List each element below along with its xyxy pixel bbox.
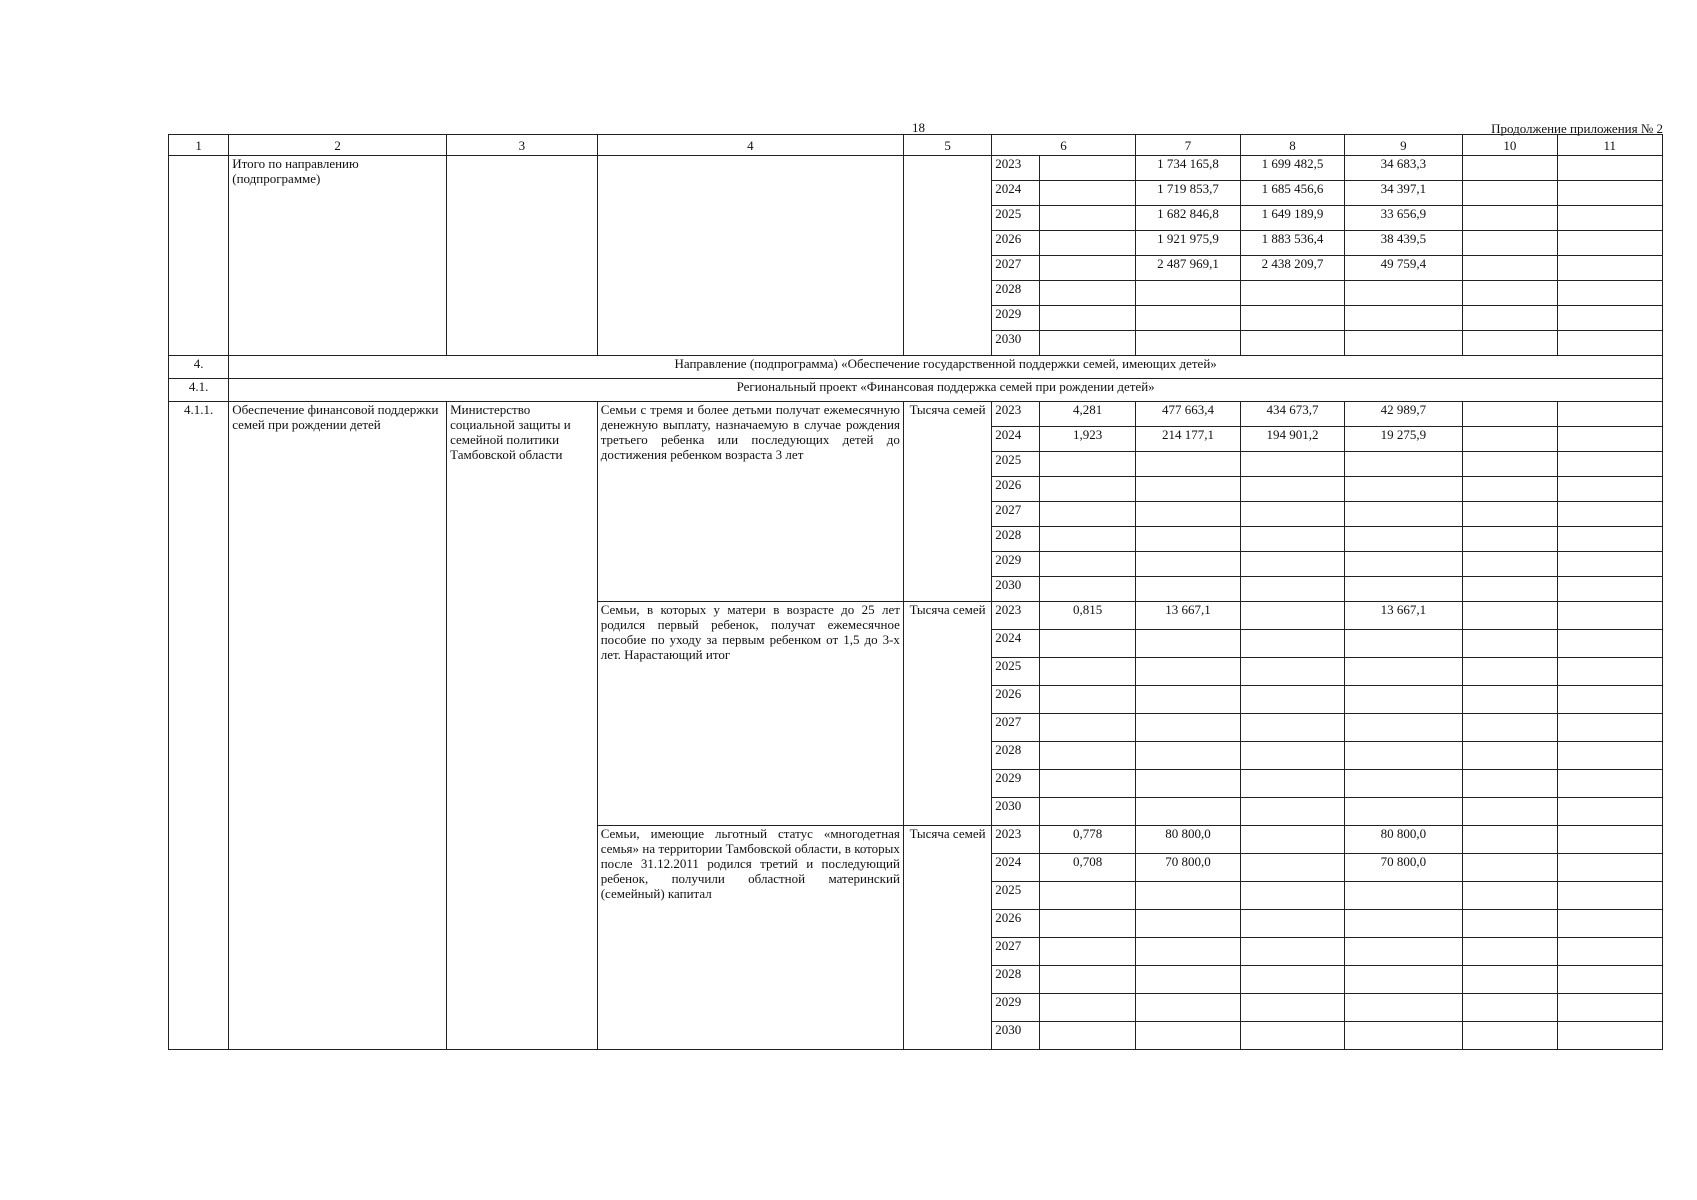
federal-budget-cell [1241,742,1344,770]
unit-cell [903,156,991,356]
year-cell: 2029 [992,552,1040,577]
regional-budget-cell [1344,452,1462,477]
indicator-value-cell [1040,714,1135,742]
year-cell: 2023 [992,156,1040,181]
column-10-cell [1463,256,1557,281]
indicator-text: Семьи, в которых у матери в возрасте до 25 лет родился первый ребенок, получат ежемесячное пособие по уходу за первым ребенком от 1,5 до 3-х лет. Нарастающий итог [597,602,903,826]
year-cell: 2023 [992,402,1040,427]
year-cell: 2026 [992,686,1040,714]
column-10-cell [1463,527,1557,552]
regional-budget-cell: 34 397,1 [1344,181,1462,206]
total-funding-cell: 1 682 846,8 [1135,206,1240,231]
year-cell: 2025 [992,882,1040,910]
appendix-note: Продолжение приложения № 2 [1491,121,1663,136]
column-10-cell [1463,452,1557,477]
total-funding-cell [1135,658,1240,686]
federal-budget-cell [1241,502,1344,527]
indicator-value-cell [1040,502,1135,527]
total-funding-cell [1135,281,1240,306]
column-10-cell [1463,798,1557,826]
header-cell: 9 [1344,135,1462,156]
column-10-cell [1463,552,1557,577]
indicator-unit: Тысяча семей [903,826,991,1050]
header-cell: 8 [1241,135,1344,156]
federal-budget-cell [1241,477,1344,502]
regional-budget-cell: 70 800,0 [1344,854,1462,882]
federal-budget-cell: 434 673,7 [1241,402,1344,427]
regional-budget-cell [1344,658,1462,686]
indicator-text: Семьи с тремя и более детьми получат ежемесячную денежную выплату, назначаемую в случае рождения третьего ребенка или последующих детей до достижения ребенком возраста 3 лет [597,402,903,602]
total-funding-cell [1135,938,1240,966]
section-code: 4. [169,356,229,379]
total-funding-cell [1135,910,1240,938]
header-cell: 10 [1463,135,1557,156]
total-funding-cell: 1 719 853,7 [1135,181,1240,206]
column-10-cell [1463,826,1557,854]
year-cell: 2025 [992,452,1040,477]
total-funding-cell [1135,502,1240,527]
column-10-cell [1463,630,1557,658]
header-cell: 1 [169,135,229,156]
column-10-cell [1463,331,1557,356]
column-11-cell [1557,206,1663,231]
column-11-cell [1557,742,1663,770]
column-11-cell [1557,181,1663,206]
regional-budget-cell [1344,552,1462,577]
indicator-value-cell: 1,923 [1040,427,1135,452]
year-cell: 2029 [992,306,1040,331]
regional-budget-cell [1344,966,1462,994]
year-cell: 2024 [992,630,1040,658]
year-cell: 2028 [992,742,1040,770]
year-cell: 2024 [992,854,1040,882]
indicator-value-cell [1040,306,1135,331]
section-title: Направление (подпрограмма) «Обеспечение государственной поддержки семей, имеющих детей» [229,356,1663,379]
column-10-cell [1463,281,1557,306]
indicator-value-cell [1040,938,1135,966]
year-cell: 2030 [992,577,1040,602]
total-funding-cell [1135,577,1240,602]
column-10-cell [1463,427,1557,452]
regional-budget-cell [1344,994,1462,1022]
federal-budget-cell [1241,938,1344,966]
total-label: Итого по направлению (подпрограмме) [229,156,447,356]
year-cell: 2026 [992,910,1040,938]
indicator-value-cell [1040,231,1135,256]
column-11-cell [1557,331,1663,356]
federal-budget-cell [1241,686,1344,714]
federal-budget-cell [1241,798,1344,826]
regional-budget-cell [1344,798,1462,826]
regional-budget-cell: 33 656,9 [1344,206,1462,231]
federal-budget-cell [1241,910,1344,938]
total-funding-cell: 2 487 969,1 [1135,256,1240,281]
year-cell: 2029 [992,770,1040,798]
column-11-cell [1557,882,1663,910]
indicator-value-cell [1040,994,1135,1022]
regional-budget-cell [1344,742,1462,770]
column-10-cell [1463,306,1557,331]
column-10-cell [1463,714,1557,742]
regional-budget-cell: 13 667,1 [1344,602,1462,630]
federal-budget-cell [1241,1022,1344,1050]
appendix-table [168,134,1663,1050]
total-funding-cell [1135,331,1240,356]
row-code-cell [169,156,229,356]
federal-budget-cell: 194 901,2 [1241,427,1344,452]
column-10-cell [1463,770,1557,798]
federal-budget-cell [1241,527,1344,552]
year-cell: 2026 [992,231,1040,256]
year-cell: 2030 [992,798,1040,826]
regional-budget-cell [1344,577,1462,602]
indicator-value-cell [1040,966,1135,994]
total-funding-cell [1135,742,1240,770]
total-funding-cell: 1 734 165,8 [1135,156,1240,181]
total-funding-cell [1135,994,1240,1022]
regional-budget-cell: 34 683,3 [1344,156,1462,181]
indicator-value-cell [1040,331,1135,356]
column-10-cell [1463,882,1557,910]
table-row [169,156,1663,181]
regional-budget-cell [1344,477,1462,502]
year-cell: 2028 [992,281,1040,306]
federal-budget-cell [1241,577,1344,602]
federal-budget-cell: 2 438 209,7 [1241,256,1344,281]
year-cell: 2027 [992,502,1040,527]
year-cell: 2030 [992,331,1040,356]
total-funding-cell [1135,882,1240,910]
column-10-cell [1463,854,1557,882]
column-10-cell [1463,938,1557,966]
column-10-cell [1463,231,1557,256]
total-funding-cell [1135,527,1240,552]
year-cell: 2025 [992,658,1040,686]
year-cell: 2023 [992,826,1040,854]
measure-name: Обеспечение финансовой поддержки семей при рождении детей [229,402,447,1050]
column-11-cell [1557,306,1663,331]
indicator-value-cell [1040,686,1135,714]
column-11-cell [1557,826,1663,854]
indicator-value-cell [1040,281,1135,306]
regional-budget-cell [1344,938,1462,966]
regional-budget-cell [1344,686,1462,714]
total-funding-cell [1135,477,1240,502]
column-10-cell [1463,686,1557,714]
total-funding-cell [1135,306,1240,331]
regional-budget-cell: 49 759,4 [1344,256,1462,281]
year-cell: 2023 [992,602,1040,630]
federal-budget-cell [1241,882,1344,910]
column-10-cell [1463,502,1557,527]
column-11-cell [1557,686,1663,714]
federal-budget-cell [1241,630,1344,658]
federal-budget-cell [1241,770,1344,798]
column-11-cell [1557,770,1663,798]
regional-budget-cell [1344,714,1462,742]
header-row [169,135,1663,156]
federal-budget-cell: 1 883 536,4 [1241,231,1344,256]
total-funding-cell [1135,966,1240,994]
page-number: 18 [912,120,925,135]
total-funding-cell: 70 800,0 [1135,854,1240,882]
indicator-value-cell [1040,477,1135,502]
header-cell: 2 [229,135,447,156]
federal-budget-cell [1241,658,1344,686]
indicator-value-cell [1040,452,1135,477]
indicator-value-cell [1040,256,1135,281]
regional-budget-cell [1344,306,1462,331]
column-11-cell [1557,256,1663,281]
year-cell: 2030 [992,1022,1040,1050]
column-10-cell [1463,577,1557,602]
federal-budget-cell [1241,331,1344,356]
total-funding-cell [1135,1022,1240,1050]
column-10-cell [1463,477,1557,502]
column-10-cell [1463,206,1557,231]
indicator-value-cell [1040,577,1135,602]
indicator-cell [597,156,903,356]
federal-budget-cell [1241,306,1344,331]
federal-budget-cell [1241,854,1344,882]
regional-budget-cell [1344,281,1462,306]
column-11-cell [1557,527,1663,552]
indicator-text: Семьи, имеющие льготный статус «многодетная семья» на территории Тамбовской области, в которых после 31.12.2011 родился третий и последующий ребенок, получили областной материнский (семейный) капитал [597,826,903,1050]
federal-budget-cell [1241,602,1344,630]
header-cell: 3 [447,135,598,156]
indicator-value-cell: 0,778 [1040,826,1135,854]
total-funding-cell: 214 177,1 [1135,427,1240,452]
column-11-cell [1557,502,1663,527]
federal-budget-cell: 1 649 189,9 [1241,206,1344,231]
column-11-cell [1557,658,1663,686]
column-10-cell [1463,402,1557,427]
column-11-cell [1557,477,1663,502]
federal-budget-cell [1241,994,1344,1022]
column-11-cell [1557,577,1663,602]
year-cell: 2029 [992,994,1040,1022]
header-cell: 7 [1135,135,1240,156]
indicator-value-cell [1040,630,1135,658]
year-cell: 2024 [992,427,1040,452]
total-funding-cell [1135,452,1240,477]
year-cell: 2024 [992,181,1040,206]
regional-budget-cell [1344,527,1462,552]
regional-budget-cell: 80 800,0 [1344,826,1462,854]
section-4-1-row [169,379,1663,402]
federal-budget-cell [1241,826,1344,854]
federal-budget-cell [1241,714,1344,742]
year-cell: 2028 [992,966,1040,994]
column-10-cell [1463,658,1557,686]
regional-budget-cell [1344,910,1462,938]
column-11-cell [1557,938,1663,966]
indicator-value-cell [1040,527,1135,552]
indicator-value-cell [1040,910,1135,938]
indicator-value-cell [1040,798,1135,826]
federal-budget-cell [1241,552,1344,577]
column-11-cell [1557,910,1663,938]
total-funding-cell: 477 663,4 [1135,402,1240,427]
executor-cell [447,156,598,356]
indicator-value-cell: 0,815 [1040,602,1135,630]
regional-budget-cell [1344,882,1462,910]
year-cell: 2027 [992,256,1040,281]
column-11-cell [1557,402,1663,427]
column-10-cell [1463,742,1557,770]
column-10-cell [1463,966,1557,994]
indicator-value-cell [1040,206,1135,231]
header-cell: 4 [597,135,903,156]
indicator-value-cell [1040,552,1135,577]
header-cell: 11 [1557,135,1663,156]
column-11-cell [1557,630,1663,658]
indicator-value-cell: 0,708 [1040,854,1135,882]
total-funding-cell: 13 667,1 [1135,602,1240,630]
header-cell: 6 [992,135,1136,156]
indicator-value-cell [1040,770,1135,798]
year-cell: 2025 [992,206,1040,231]
indicator-value-cell [1040,1022,1135,1050]
column-11-cell [1557,714,1663,742]
federal-budget-cell: 1 699 482,5 [1241,156,1344,181]
total-funding-cell: 1 921 975,9 [1135,231,1240,256]
regional-budget-cell: 38 439,5 [1344,231,1462,256]
indicator-value-cell [1040,742,1135,770]
column-11-cell [1557,156,1663,181]
column-11-cell [1557,1022,1663,1050]
total-funding-cell [1135,798,1240,826]
column-11-cell [1557,281,1663,306]
indicator-value-cell [1040,658,1135,686]
column-10-cell [1463,910,1557,938]
column-11-cell [1557,552,1663,577]
indicator-unit: Тысяча семей [903,402,991,602]
column-10-cell [1463,1022,1557,1050]
indicator-unit: Тысяча семей [903,602,991,826]
regional-budget-cell [1344,1022,1462,1050]
total-funding-cell [1135,686,1240,714]
total-funding-cell [1135,770,1240,798]
indicator-value-cell: 4,281 [1040,402,1135,427]
total-funding-cell [1135,714,1240,742]
regional-budget-cell [1344,331,1462,356]
federal-budget-cell [1241,966,1344,994]
executor-name: Министерство социальной защиты и семейной политики Тамбовской области [447,402,598,1050]
total-funding-cell: 80 800,0 [1135,826,1240,854]
column-11-cell [1557,231,1663,256]
federal-budget-cell [1241,452,1344,477]
regional-budget-cell [1344,630,1462,658]
year-cell: 2027 [992,938,1040,966]
regional-budget-cell: 19 275,9 [1344,427,1462,452]
item-code: 4.1.1. [169,402,229,1050]
header-cell: 5 [903,135,991,156]
regional-budget-cell [1344,502,1462,527]
column-10-cell [1463,602,1557,630]
total-funding-cell [1135,630,1240,658]
year-cell: 2027 [992,714,1040,742]
table-row [169,402,1663,427]
column-11-cell [1557,602,1663,630]
indicator-value-cell [1040,882,1135,910]
federal-budget-cell: 1 685 456,6 [1241,181,1344,206]
column-11-cell [1557,994,1663,1022]
section-title: Региональный проект «Финансовая поддержка семей при рождении детей» [229,379,1663,402]
column-11-cell [1557,854,1663,882]
column-10-cell [1463,156,1557,181]
year-cell: 2028 [992,527,1040,552]
column-10-cell [1463,994,1557,1022]
total-funding-cell [1135,552,1240,577]
regional-budget-cell: 42 989,7 [1344,402,1462,427]
indicator-value-cell [1040,156,1135,181]
column-11-cell [1557,427,1663,452]
column-10-cell [1463,181,1557,206]
section-4-row [169,356,1663,379]
indicator-value-cell [1040,181,1135,206]
regional-budget-cell [1344,770,1462,798]
column-11-cell [1557,452,1663,477]
column-11-cell [1557,966,1663,994]
column-11-cell [1557,798,1663,826]
federal-budget-cell [1241,281,1344,306]
year-cell: 2026 [992,477,1040,502]
section-code: 4.1. [169,379,229,402]
